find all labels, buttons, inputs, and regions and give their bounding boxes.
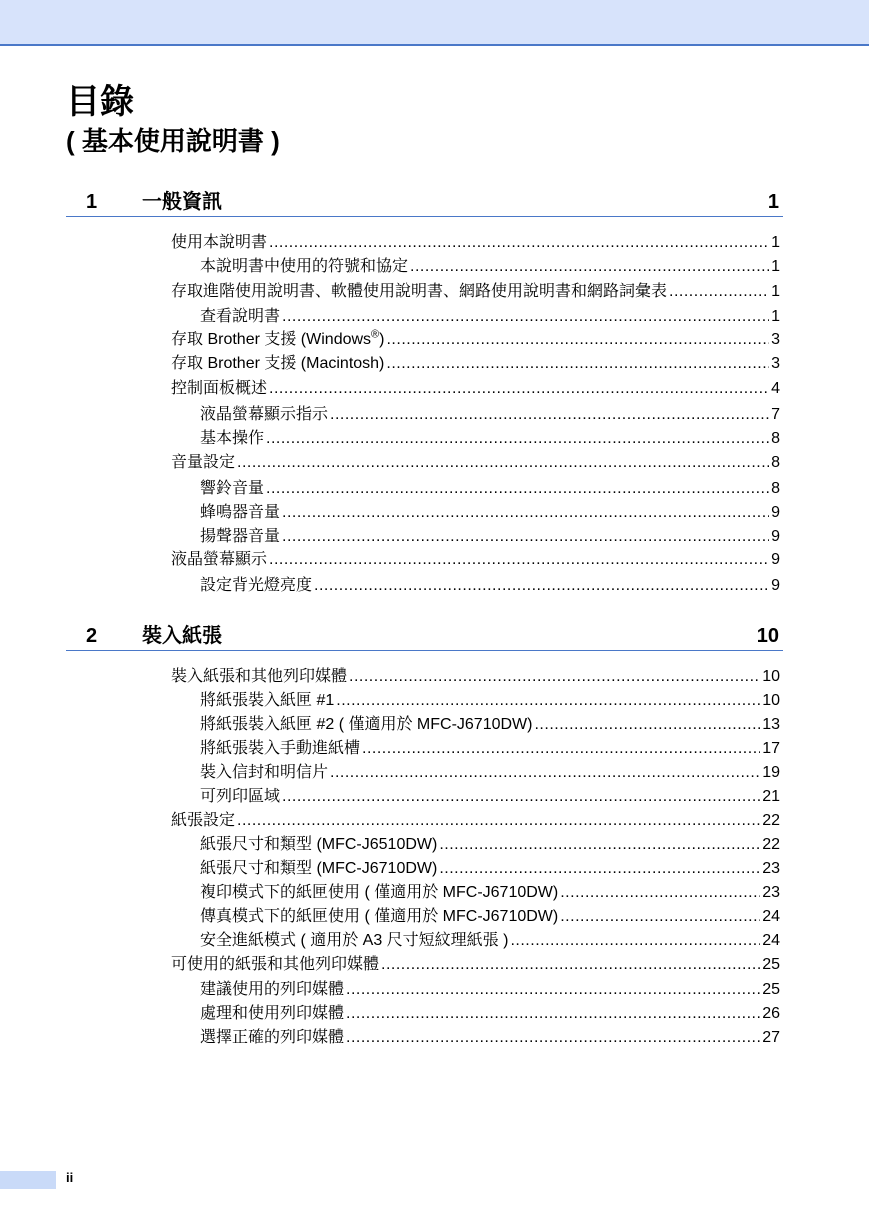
footer-band (0, 1171, 56, 1189)
leader-dots (269, 378, 769, 400)
leader-dots (534, 714, 760, 736)
leader-dots (266, 428, 769, 450)
toc-entry[interactable] (171, 353, 780, 375)
toc-entry-text: 紙張設定 (171, 812, 236, 829)
toc-entry[interactable] (200, 714, 780, 736)
toc-entry-text: 傳真模式下的紙匣使用 ( 僅適用於 MFC-J6710DW) (200, 908, 559, 925)
toc-entry-text: 使用本說明書 (171, 234, 268, 251)
toc-entry-page: 10 (762, 692, 780, 709)
toc-entry[interactable] (200, 930, 780, 952)
toc-entry-text: 控制面板概述 (171, 380, 268, 397)
page-title: 目錄 (66, 83, 134, 121)
toc-entry-text: 本說明書中使用的符號和協定 (200, 258, 409, 275)
leader-dots (346, 1027, 760, 1049)
toc-entry[interactable] (200, 502, 780, 524)
toc-entry-page: 25 (762, 956, 780, 973)
toc-entry[interactable] (200, 882, 780, 904)
toc-entry[interactable] (200, 906, 780, 928)
toc-entry-text: 將紙張裝入手動進紙槽 (200, 740, 361, 757)
toc-entry-text: 處理和使用列印媒體 (200, 1005, 345, 1022)
toc-entry-text: 紙張尺寸和類型 (MFC-J6510DW) (200, 836, 438, 853)
toc-entry[interactable] (171, 329, 780, 351)
leader-dots (269, 232, 769, 254)
toc-entry-text: 可使用的紙張和其他列印媒體 (171, 956, 380, 973)
toc-entry[interactable] (200, 526, 780, 548)
toc-entry[interactable] (171, 810, 780, 832)
toc-entry-text: 基本操作 (200, 430, 265, 447)
header-band (0, 0, 869, 46)
leader-dots (314, 575, 769, 597)
toc-entry-page: 3 (771, 355, 780, 372)
toc-entry-page: 9 (771, 577, 780, 594)
leader-dots (237, 452, 769, 474)
toc-entry-text: 液晶螢幕顯示 (171, 551, 268, 568)
toc-entry-page: 24 (762, 932, 780, 949)
toc-entry-page: 23 (762, 884, 780, 901)
toc-entry-text: 存取 Brother 支援 (Macintosh) (171, 355, 385, 372)
toc-entry-text: 建議使用的列印媒體 (200, 981, 345, 998)
toc-entry-text: 液晶螢幕顯示指示 (200, 406, 329, 423)
toc-entry-page: 22 (762, 836, 780, 853)
toc-entry-page: 25 (762, 981, 780, 998)
toc-entry-text: 揚聲器音量 (200, 528, 281, 545)
toc-entry-text: 將紙張裝入紙匣 #1 (200, 692, 335, 709)
toc-entry[interactable] (200, 1027, 780, 1049)
leader-dots (346, 1003, 760, 1025)
toc-entry[interactable] (200, 786, 780, 808)
toc-entry-text: 存取 Brother 支援 (Windows®) (171, 328, 385, 348)
toc-entry[interactable] (200, 762, 780, 784)
toc-entry-page: 1 (771, 258, 780, 275)
chapter-heading-1[interactable] (66, 190, 783, 217)
leader-dots (439, 858, 760, 880)
chapter-heading-2[interactable] (66, 624, 783, 651)
leader-dots (282, 786, 760, 808)
toc-entry-page: 8 (771, 480, 780, 497)
toc-entry-text: 查看說明書 (200, 308, 281, 325)
toc-entry-page: 24 (762, 908, 780, 925)
leader-dots (282, 502, 769, 524)
leader-dots (386, 329, 769, 351)
toc-entry-page: 21 (762, 788, 780, 805)
chapter-number: 1 (86, 191, 98, 213)
toc-entry-text: 設定背光燈亮度 (200, 577, 313, 594)
page-number: ii (66, 1170, 74, 1185)
leader-dots (269, 549, 769, 571)
toc-entry[interactable] (200, 256, 780, 278)
toc-entry-page: 8 (771, 430, 780, 447)
toc-entry[interactable] (200, 575, 780, 597)
toc-entry-page: 7 (771, 406, 780, 423)
leader-dots (410, 256, 769, 278)
leader-dots (237, 810, 760, 832)
toc-entry[interactable] (171, 666, 780, 688)
leader-dots (381, 954, 760, 976)
toc-entry-page: 17 (762, 740, 780, 757)
toc-entry[interactable] (200, 858, 780, 880)
leader-dots (510, 930, 760, 952)
leader-dots (282, 306, 769, 328)
toc-entry[interactable] (200, 834, 780, 856)
toc-entry-page: 23 (762, 860, 780, 877)
toc-entry-text: 響鈴音量 (200, 480, 265, 497)
toc-entry[interactable] (171, 452, 780, 474)
toc-entry[interactable] (200, 428, 780, 450)
toc-entry-page: 9 (771, 528, 780, 545)
leader-dots (349, 666, 760, 688)
toc-entry-text: 可列印區域 (200, 788, 281, 805)
toc-entry[interactable] (171, 232, 780, 254)
toc-entry[interactable] (200, 1003, 780, 1025)
toc-entry[interactable] (171, 281, 780, 303)
leader-dots (560, 906, 760, 928)
leader-dots (560, 882, 760, 904)
toc-entry[interactable] (200, 979, 780, 1001)
toc-entry[interactable] (171, 954, 780, 976)
toc-entry[interactable] (200, 738, 780, 760)
leader-dots (336, 690, 760, 712)
registered-mark: ® (371, 328, 380, 341)
toc-entry-page: 1 (771, 283, 780, 300)
leader-dots (330, 762, 760, 784)
toc-entry-text: 蜂鳴器音量 (200, 504, 281, 521)
toc-entry-text: 將紙張裝入紙匣 #2 ( 僅適用於 MFC-J6710DW) (200, 716, 533, 733)
toc-entry-page: 9 (771, 551, 780, 568)
toc-entry-text: 安全進紙模式 ( 適用於 A3 尺寸短紋理紙張 ) (200, 932, 509, 949)
chapter-number: 2 (86, 625, 98, 647)
toc-entry[interactable] (171, 378, 780, 400)
toc-entry[interactable] (200, 404, 780, 426)
toc-entry[interactable] (200, 306, 780, 328)
toc-entry[interactable] (171, 549, 780, 571)
toc-entry[interactable] (200, 690, 780, 712)
toc-entry-page: 19 (762, 764, 780, 781)
toc-entry-page: 8 (771, 454, 780, 471)
toc-entry-page: 1 (771, 234, 780, 251)
chapter-title: 一般資訊 (142, 191, 222, 213)
leader-dots (386, 353, 769, 375)
toc-entry-page: 10 (762, 668, 780, 685)
toc-entry-text: 紙張尺寸和類型 (MFC-J6710DW) (200, 860, 438, 877)
toc-entry-page: 3 (771, 331, 780, 348)
leader-dots (282, 526, 769, 548)
toc-entry-page: 27 (762, 1029, 780, 1046)
toc-entry-text: 選擇正確的列印媒體 (200, 1029, 345, 1046)
leader-dots (439, 834, 760, 856)
toc-entry-page: 9 (771, 504, 780, 521)
toc-entry-page: 1 (771, 308, 780, 325)
toc-entry-page: 26 (762, 1005, 780, 1022)
leader-dots (330, 404, 769, 426)
toc-entry-text: 裝入紙張和其他列印媒體 (171, 668, 348, 685)
chapter-page: 1 (767, 191, 779, 213)
toc-entry-page: 13 (762, 716, 780, 733)
page-subtitle: ( 基本使用說明書 ) (66, 126, 280, 156)
toc-entry-text: 裝入信封和明信片 (200, 764, 329, 781)
toc-entry-page: 22 (762, 812, 780, 829)
leader-dots (362, 738, 760, 760)
toc-entry-text: 複印模式下的紙匣使用 ( 僅適用於 MFC-J6710DW) (200, 884, 559, 901)
leader-dots (669, 281, 769, 303)
leader-dots (266, 478, 769, 500)
toc-entry-text: 音量設定 (171, 454, 236, 471)
toc-entry-page: 4 (771, 380, 780, 397)
chapter-title: 裝入紙張 (142, 625, 222, 647)
toc-entry[interactable] (200, 478, 780, 500)
toc-entry-text: 存取進階使用說明書、軟體使用說明書、網路使用說明書和網路詞彙表 (171, 283, 668, 300)
leader-dots (346, 979, 760, 1001)
chapter-page: 10 (756, 625, 779, 647)
